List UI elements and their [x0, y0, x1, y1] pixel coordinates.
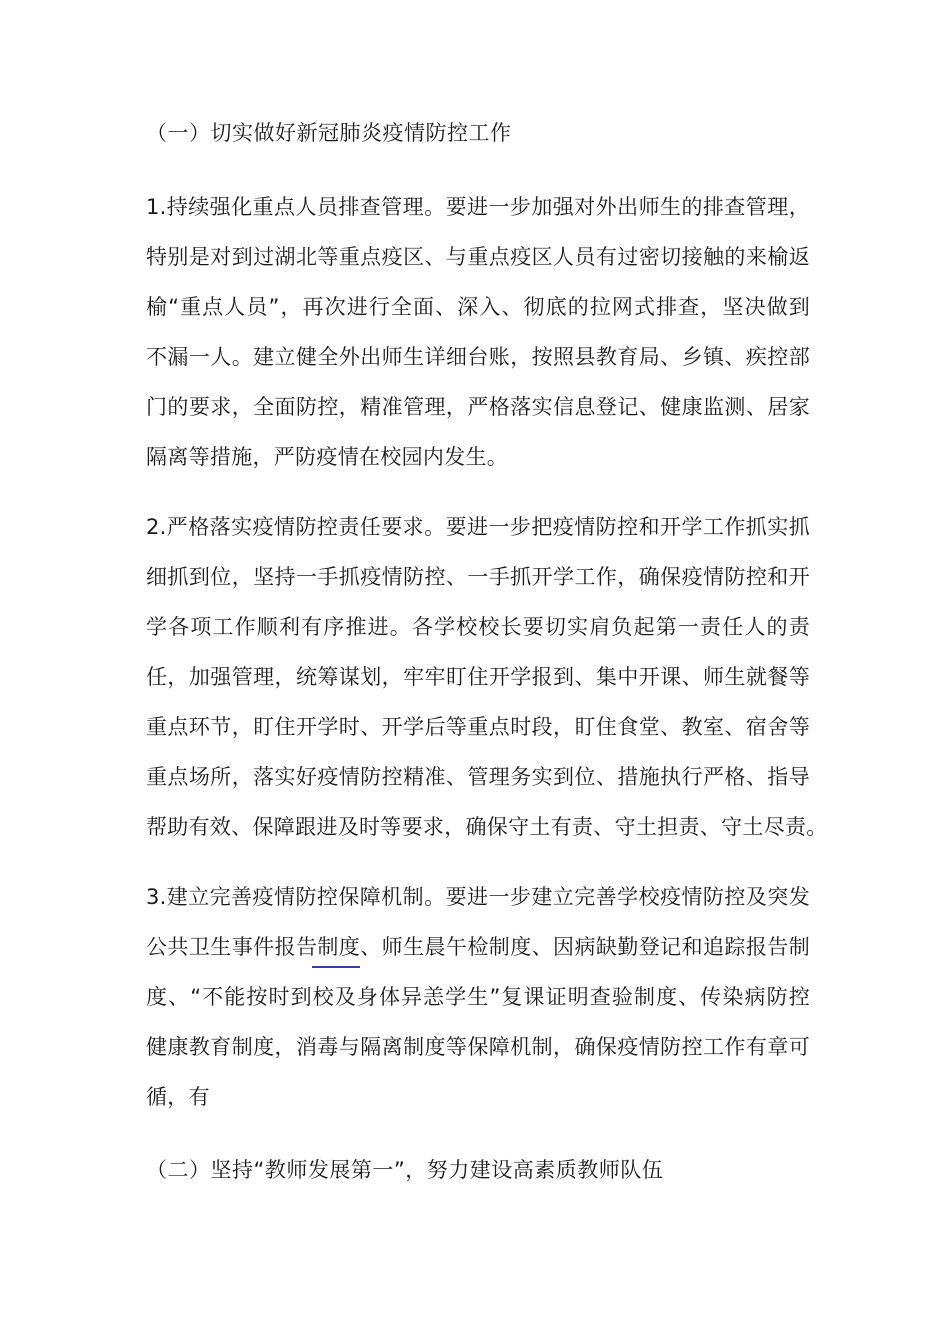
- paragraph-2-line: 2.严格落实疫情防控责任要求。要进一步把疫情防控和开学工作抓实抓: [146, 515, 810, 539]
- paragraph-3-line: 3.建立完善疫情防控保障机制。要进一步建立完善学校疫情防控及突发: [146, 885, 810, 909]
- paragraph-3-line: 度、“不能按时到校及身体异恙学生”复课证明查验制度、传染病防控: [146, 985, 810, 1009]
- text-underline-mark: [312, 966, 360, 968]
- paragraph-1-line: 榆“重点人员”，再次进行全面、深入、彻底的拉网式排查，坚决做到: [146, 295, 810, 319]
- paragraph-2: [146, 502, 828, 852]
- paragraph-1-line: 隔离等措施，严防疫情在校园内发生。: [146, 445, 509, 469]
- paragraph-3-line: 公共卫生事件报告制度、师生晨午检制度、因病缺勤登记和追踪报告制: [146, 935, 810, 959]
- paragraph-2-line: 学各项工作顺利有序推进。各学校校长要切实肩负起第一责任人的责: [146, 615, 810, 639]
- paragraph-2-line: 重点环节，盯住开学时、开学后等重点时段，盯住食堂、教室、宿舍等: [146, 715, 810, 739]
- paragraph-2-line: 帮助有效、保障跟进及时等要求，确保守土有责、守土担责、守土尽责。: [146, 815, 828, 839]
- paragraph-1-line: 1.持续强化重点人员排查管理。要进一步加强对外出师生的排查管理，: [146, 195, 810, 219]
- paragraph-3-line: 循，有: [146, 1085, 210, 1109]
- section-2-title: （二）坚持“教师发展第一”，努力建设高素质教师队伍: [146, 1158, 664, 1182]
- paragraph-1-line: 不漏一人。建立健全外出师生详细台账，按照县教育局、乡镇、疾控部: [146, 345, 810, 369]
- paragraph-1-line: 特别是对到过湖北等重点疫区、与重点疫区人员有过密切接触的来榆返: [146, 245, 810, 269]
- paragraph-3: [146, 872, 810, 1122]
- section-1-title: （一）切实做好新冠肺炎疫情防控工作: [146, 121, 512, 145]
- paragraph-2-line: 细抓到位，坚持一手抓疫情防控、一手抓开学工作，确保疫情防控和开: [146, 565, 810, 589]
- paragraph-2-line: 重点场所，落实好疫情防控精准、管理务实到位、措施执行严格、指导: [146, 765, 810, 789]
- paragraph-2-line: 任，加强管理，统筹谋划，牢牢盯住开学报到、集中开课、师生就餐等: [146, 665, 810, 689]
- paragraph-1: [146, 182, 810, 482]
- paragraph-3-line: 健康教育制度，消毒与隔离制度等保障机制，确保疫情防控工作有章可: [146, 1035, 810, 1059]
- paragraph-1-line: 门的要求，全面防控，精准管理，严格落实信息登记、健康监测、居家: [146, 395, 810, 419]
